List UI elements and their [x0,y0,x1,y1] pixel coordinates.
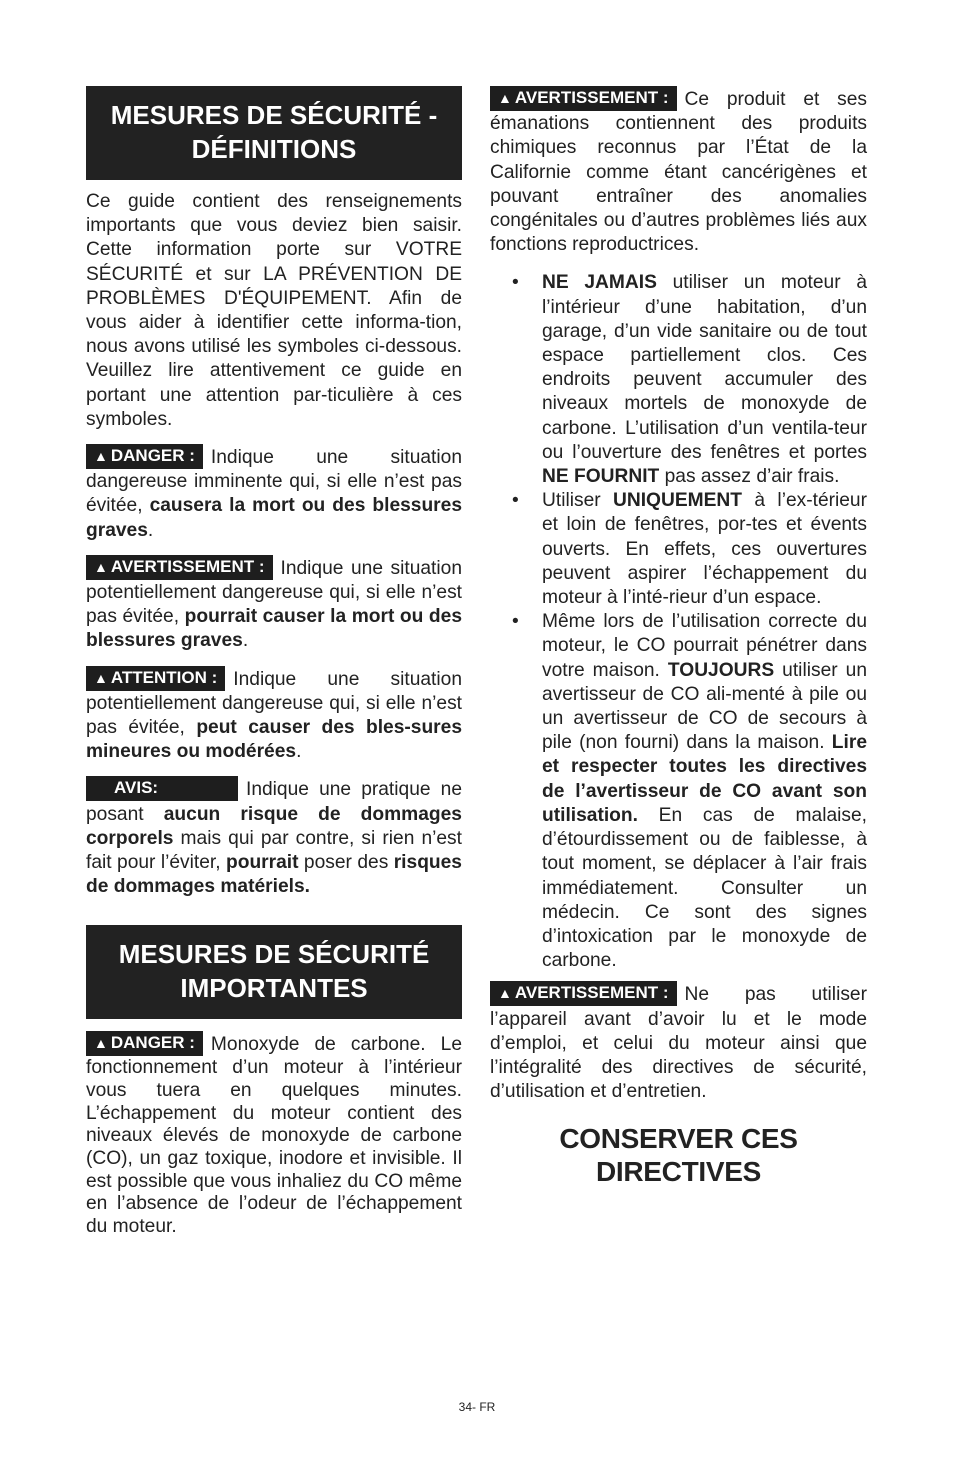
section-banner-definitions: MESURES DE SÉCURITÉ - DÉFINITIONS [86,86,462,180]
page-number: 34- FR [458,1400,496,1414]
avis-definition: AVIS: Indique une pratique ne posant aucun risque de dommages corporels mais qui par contre, si rien n’est fait pour l’éviter, pourrait poser des risques de dommages matériels. [86,778,462,898]
attention-label: ▲ ATTENTION : [86,666,225,691]
bullet-icon: • [512,490,519,512]
save-instructions-heading: CONSERVER CES DIRECTIVES [559,1123,798,1188]
list-item: • Utiliser UNIQUEMENT à l’ex-térieur et loin de fenêtres, por-tes et évents ouverts. En effets, ces ouvertures peuvent aspirer l’échappement du moteur à l’inté-rieur d’un espace. [512,490,867,609]
avis-label: AVIS: [86,776,238,801]
bullet-icon: • [512,611,519,633]
co-danger-paragraph: ▲ DANGER : Monoxyde de carbone. Le fonctionnement d’un moteur à l’intérieur vous tuera en quelques minutes. L’échappement du moteur contient des niveaux élevés de monoxyde de carbone (CO), un gaz toxique, inodore et invisible. Il est possible que vous inhaliez du CO même en l’absence de l’odeur de l’échappement du moteur. [86,1033,462,1238]
avertissement-definition: ▲ AVERTISSEMENT : Indique une situation potentiellement dangereuse qui, si elle n’est pas évitée, pourrait causer la mort ou des blessures graves. [86,556,462,652]
final-warning: ▲ AVERTISSEMENT : Ne pas utiliser l’appareil avant d’avoir lu et le mode d’emploi, et celui du moteur ainsi que l’intégralité des directives de sécurité, d’utilisation et d’entretien. [490,983,867,1103]
list-item: • Même lors de l’utilisation correcte du moteur, le CO pourrait pénétrer dans votre maison. TOUJOURS utiliser un avertisseur de CO ali-menté à pile ou un avertisseur de CO de secours à pile (non fourni) dans la maison. Lire et respecter toutes les directives de l’avertisseur de CO avant son utilisation. En cas de malaise, d’étourdissement ou de faiblesse, à tout moment, se déplacer à l’air frais immédiatement. Consulter un médecin. Ce sont des signes d’intoxication par le monoxyde de carbone. [512,611,867,972]
danger-label: ▲ DANGER : [86,444,203,469]
section-banner-importantes: MESURES DE SÉCURITÉ IMPORTANTES [86,925,462,1019]
avertissement-label: ▲ AVERTISSEMENT : [490,981,677,1006]
avertissement-label: ▲ AVERTISSEMENT : [86,555,273,580]
warning-triangle-icon: ▲ [498,90,512,106]
danger-label: ▲ DANGER : [86,1031,203,1056]
intro-paragraph: Ce guide contient des renseignements importants que vous deviez bien saisir. Cette information porte sur VOTRE SÉCURITÉ et sur LA PRÉVENTION DE PROBLÈMES D'ÉQUIPEMENT. Afin de vous aider à identifier cette informa-tion, nous avons utilisé les symboles ci-dessous. Veuillez lire attentivement ce guide en portant une attention par-ticulière à ces symboles. [86,191,462,430]
danger-definition: ▲ DANGER : Indique une situation dangereuse imminente qui, si elle n’est pas évitée, causera la mort ou des blessures graves. [86,446,462,541]
avertissement-label: ▲ AVERTISSEMENT : [490,86,677,111]
warning-triangle-icon: ▲ [94,448,108,465]
list-item: • NE JAMAIS utiliser un moteur à l’intérieur d’une habitation, d’un garage, d’un vide sanitaire ou de tout espace partiellement clos. Ces endroits peuvent accumuler des niveaux mortels de monoxyde de carbone. L’utilisation d’un ventila-teur ou l’ouverture des fenêtres et portes NE FOURNIT pas assez d’air frais. [512,272,868,488]
bullet-icon: • [512,272,519,294]
right-column [490,86,867,1188]
prop65-warning: ▲ AVERTISSEMENT : Ce produit et ses émanations contiennent des produits chimiques reconnus par l’État de la Californie comme étant cancérigènes et pouvant entraîner des anomalies congénitales ou d’autres problèmes liés aux fonctions reproductrices. [490,88,867,256]
co-safety-list [490,271,867,973]
warning-triangle-icon: ▲ [94,1035,108,1052]
attention-definition: ▲ ATTENTION : Indique une situation potentiellement dangereuse qui, si elle n’est pas évitée, peut causer des bles-sures mineures ou modérées. [86,667,462,763]
warning-triangle-icon: ▲ [498,985,512,1002]
left-column [86,86,462,1239]
warning-triangle-icon: ▲ [94,669,108,686]
warning-triangle-icon: ▲ [94,558,108,575]
